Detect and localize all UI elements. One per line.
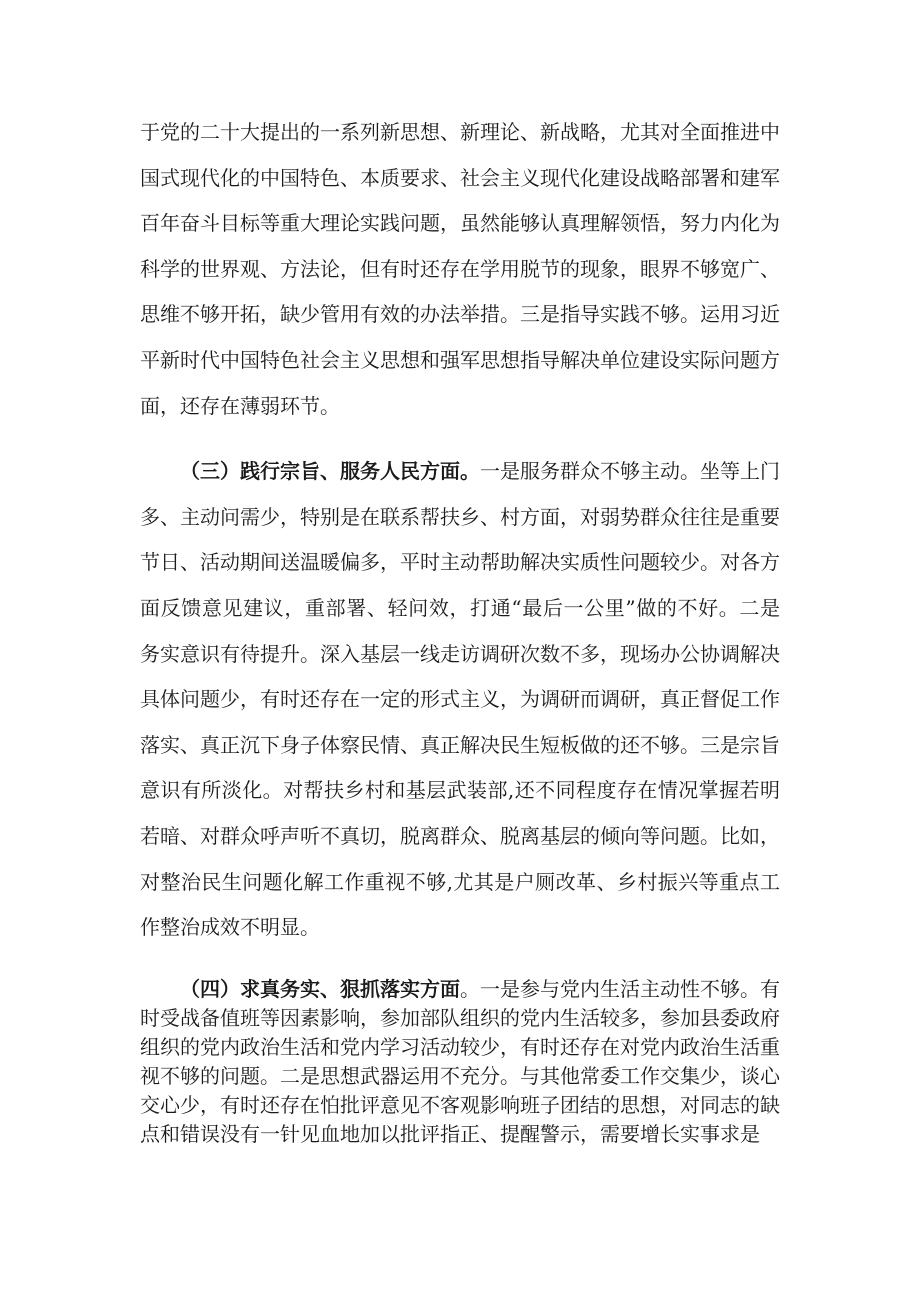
section-heading: （四）求真务实、狠抓落实方面 — [180, 976, 460, 1001]
paragraph-body: 于党的二十大提出的一系列新思想、新理论、新战略，尤其对全面推进中国式现代化的中国特色、本质要求、社会主义现代化建设战略部署和建军百年奋斗目标等重大理论实践问题，虽然能够认真理解领悟，努力内化为科学的世界观、方法论，但有时还存在学用脱节的现象，眼界不够宽广、思维不够开拓，缺少管用有效的办法举措。三是指导实践不够。运用习近平新时代中国特色社会主义思想和强军思想指导解决单位建设实际问题方面，还存在薄弱环节。 — [140, 120, 780, 418]
paragraph-continuation — [140, 110, 780, 429]
paragraph-body: 一是服务群众不够主动。坐等上门多、主动问需少，特别是在联系帮扶乡、村方面，对弱势群众往往是重要节日、活动期间送温暖偏多，平时主动帮助解决实质性问题较少。对各方面反馈意见建议，重部署、轻问效，打通“最后一公里”做的不好。二是务实意识有待提升。深入基层一线走访调研次数不多，现场办公协调解决具体问题少，有时还存在一定的形式主义，为调研而调研，真正督促工作落实、真正沉下身子体察民情、真正解决民生短板做的还不够。三是宗旨意识有所淡化。对帮扶乡村和基层武装部,还不同程度存在情况掌握若明若暗、对群众呼声听不真切，脱离群众、脱离基层的倾向等问题。比如，对整治民生问题化解工作重视不够,尤其是户厕改革、乡村振兴等重点工作整治成效不明显。 — [140, 459, 780, 940]
section-heading: （三）践行宗旨、服务人民方面。 — [180, 459, 480, 484]
paragraph-section-3 — [140, 449, 780, 951]
document-page — [140, 110, 780, 1149]
paragraph-section-4 — [140, 975, 780, 1149]
paragraph-body: 。一是参与党内生活主动性不够。有时受战备值班等因素影响，参加部队组织的党内生活较多，参加县委政府组织的党内政治生活和党内学习活动较少，有时还存在对党内政治生活重视不够的问题。二是思想武器运用不充分。与其他常委工作交集少，谈心交心少，有时还存在怕批评意见不客观影响班子团结的思想，对同志的缺点和错误没有一针见血地加以批评指正、提醒警示，需要增长实事求是 — [140, 976, 780, 1146]
